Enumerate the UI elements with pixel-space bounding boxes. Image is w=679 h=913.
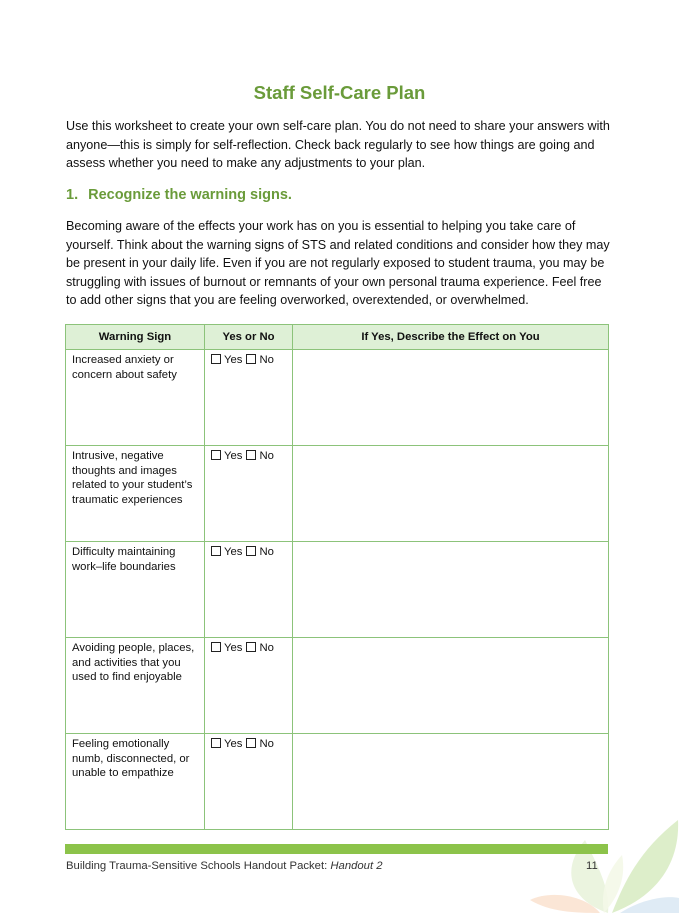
yes-checkbox[interactable] <box>211 642 221 652</box>
no-checkbox[interactable] <box>246 450 256 460</box>
header-warning-sign: Warning Sign <box>66 325 205 350</box>
yes-no-cell <box>205 734 293 830</box>
yes-checkbox[interactable] <box>211 354 221 364</box>
warning-sign-cell: Increased anxiety or concern about safety <box>66 350 205 446</box>
section-body: Becoming aware of the effects your work has on you is essential to helping you take care of yourself. Think about the warning signs of STS and related conditions and consider how they may be present in your daily life. Even if you are not regularly exposed to student trauma, you may be struggling with issues of burnout or remnants of your own personal trauma experience. Feel free to add other signs that you are feeling overworked, overextended, or overwhelmed. <box>66 219 610 307</box>
intro-paragraph: Use this worksheet to create your own self-care plan. You do not need to share your answers with anyone—this is simply for self-reflection. Check back regularly to see how things are going and assess whether you need to make any adjustments to your plan. <box>66 119 610 170</box>
describe-effect-cell[interactable] <box>293 446 609 542</box>
table-row <box>66 350 609 446</box>
header-describe-effect: If Yes, Describe the Effect on You <box>293 325 609 350</box>
table-row <box>66 542 609 638</box>
header-yes-or-no: Yes or No <box>205 325 293 350</box>
footer-handout: Handout 2 <box>330 860 383 872</box>
no-checkbox[interactable] <box>246 354 256 364</box>
warning-signs-table <box>65 324 609 830</box>
page-number: 11 <box>586 860 598 872</box>
yes-no-cell <box>205 350 293 446</box>
table-row <box>66 446 609 542</box>
yes-checkbox[interactable] <box>211 450 221 460</box>
page-title: Staff Self-Care Plan <box>253 82 426 103</box>
section-heading <box>66 187 292 203</box>
yes-label: Yes <box>224 738 243 750</box>
yes-checkbox[interactable] <box>211 546 221 556</box>
section-number: 1. <box>66 187 79 203</box>
no-checkbox[interactable] <box>246 642 256 652</box>
yes-no-cell <box>205 638 293 734</box>
no-label: No <box>259 738 274 750</box>
describe-effect-cell[interactable] <box>293 350 609 446</box>
footer-bar <box>65 844 608 854</box>
table-row <box>66 734 609 830</box>
footer-title: Building Trauma-Sensitive Schools Handout Packet: <box>66 860 331 872</box>
describe-effect-cell[interactable] <box>293 542 609 638</box>
yes-label: Yes <box>224 354 243 366</box>
no-label: No <box>259 546 274 558</box>
yes-label: Yes <box>224 546 243 558</box>
no-checkbox[interactable] <box>246 738 256 748</box>
table-header-row <box>66 325 609 350</box>
yes-label: Yes <box>224 450 243 462</box>
footer-text <box>66 860 383 872</box>
no-checkbox[interactable] <box>246 546 256 556</box>
section-title: Recognize the warning signs. <box>88 187 292 203</box>
no-label: No <box>259 354 274 366</box>
no-label: No <box>259 642 274 654</box>
warning-sign-cell: Avoiding people, places, and activities that you used to find enjoyable <box>66 638 205 734</box>
table-row <box>66 638 609 734</box>
no-label: No <box>259 450 274 462</box>
warning-sign-cell: Feeling emotionally numb, disconnected, or unable to empathize <box>66 734 205 830</box>
yes-checkbox[interactable] <box>211 738 221 748</box>
describe-effect-cell[interactable] <box>293 638 609 734</box>
yes-no-cell <box>205 446 293 542</box>
warning-sign-cell: Difficulty maintaining work–life boundaries <box>66 542 205 638</box>
yes-label: Yes <box>224 642 243 654</box>
yes-no-cell <box>205 542 293 638</box>
warning-sign-cell: Intrusive, negative thoughts and images related to your student’s traumatic experiences <box>66 446 205 542</box>
leaf-decoration-icon <box>530 800 679 913</box>
